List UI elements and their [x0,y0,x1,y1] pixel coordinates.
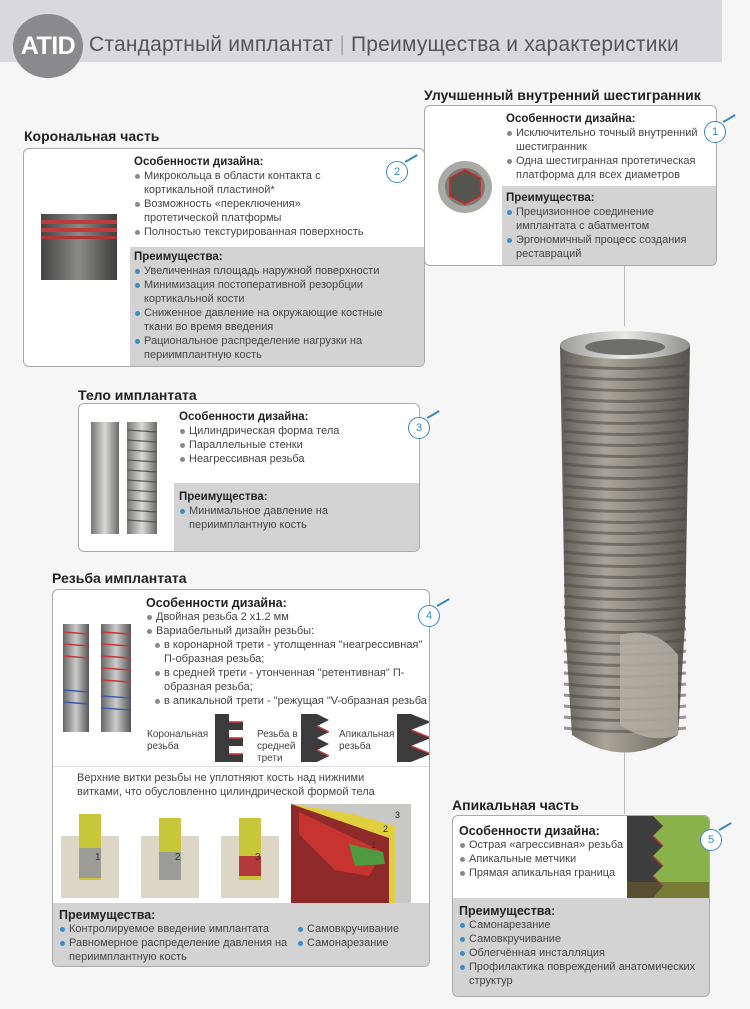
diagram-label: 3 [255,852,261,863]
diagram-label: 1 [371,840,377,850]
callout-number-1: 1 [704,121,726,143]
body-panel [78,403,420,552]
thread-benefits-right: Самовкручивание Самонарезание [297,922,427,950]
apical-panel [452,815,710,997]
hex-benefits: Преимущества: Прецизионное соединение имплантата с абатментом Эргономичный процесс создания реставраций [506,191,711,261]
coronal-thread-profile [215,714,243,762]
thread-benefits-left: Преимущества: Контролируемое введение имплантата Равномерное распределение давления на периимплантную кость [59,908,299,964]
profile-label-coronal: Корональная резьба [147,729,209,752]
apical-features: Особенности дизайна: Острая «агрессивная» резьба Апикальные метчики Прямая апикальная граница [459,824,659,880]
coronal-features: Особенности дизайна: Микрокольца в области контакта с кортикальной пластиной* Возможность «переключения» протетической платформы Полностью текстурированная поверхность [134,155,374,239]
apical-benefits: Преимущества: Самонарезание Самовкручивание Облегчённая инсталляция Профилактика повреждений анатомических структур [459,904,699,988]
diagram-label: 3 [395,810,401,820]
diagram-label: 2 [175,852,181,863]
callout-number-5: 5 [700,829,722,851]
implant-illustration [550,325,700,765]
middle-thread-profile [301,714,329,762]
thread-features: Особенности дизайна: Двойная резьба 2 х1.2 мм Вариабельный дизайн резьбы: в коронарной трети - утолщенная "неагрессивная" П-образная резьба; в средней трети - утонченная "ретентивная" П-образная резьба; в апикальной трети - "режущая "V-образная резьба [146,596,430,708]
page-title: Стандартный имплантат | Преимущества и характеристики [89,33,679,56]
apical-thread-profile [397,714,430,762]
body-features: Особенности дизайна: Цилиндрическая форма тела Параллельные стенки Неагрессивная резьба [179,410,399,466]
hex-photo [431,122,499,252]
coronal-photo [41,214,117,280]
diagram-label: 1 [95,852,101,863]
bone-compression-diagram [61,808,293,900]
profile-label-middle: Резьба в средней трети [257,729,298,764]
apical-section-title: Апикальная часть [452,797,579,813]
hex-panel [424,105,717,266]
coronal-panel [23,148,425,367]
coronal-section-title: Корональная часть [24,128,160,144]
atid-logo: ATID [13,14,83,78]
profile-label-apical: Апикальная резьба [339,729,395,752]
hex-features: Особенности дизайна: Исключительно точный внутренний шестигранник Одна шестигранная протетическая платформа для всех диаметров [506,112,711,182]
callout-number-3: 3 [408,417,430,439]
coronal-benefits: Преимущества: Увеличенная площадь наружной поверхности Минимизация постоперативной резорбции кортикальной кости Сниженное давление на окружающие костные ткани во время введения Рациональное распределение нагрузки на периимплантную кость [134,250,386,362]
connector-line [624,266,625,326]
thread-note: Верхние витки резьбы не уплотняют кость над нижними витками, что обусловленно цилиндрической формой тела [77,772,375,798]
page-header [0,0,722,62]
thread-photo [59,620,137,736]
hex-section-title: Улучшенный внутренний шестигранник [424,87,701,103]
body-section-title: Тело имплантата [78,387,197,403]
thread-panel [52,589,430,967]
body-photo [87,414,167,542]
callout-number-4: 4 [418,605,440,627]
diagram-label: 2 [383,824,389,834]
thread-divider [53,766,430,767]
thread-cross-section-diagram [291,804,411,906]
thread-section-title: Резьба имплантата [52,570,187,586]
callout-number-2: 2 [386,161,408,183]
body-benefits: Преимущества: Минимальное давление на периимплантную кость [179,490,379,532]
